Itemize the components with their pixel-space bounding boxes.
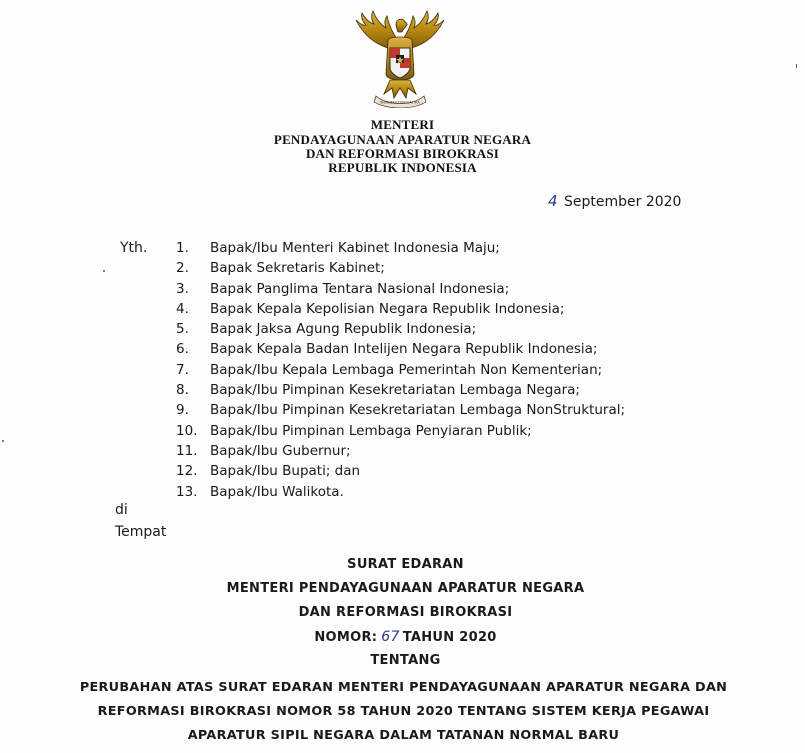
date-month-year: September 2020 <box>564 194 682 210</box>
recipient-item <box>176 341 625 361</box>
scan-speck <box>103 270 105 272</box>
recipient-number: 12. <box>176 463 198 480</box>
tempat-label: Tempat <box>115 524 167 540</box>
recipient-number: 1. <box>176 240 189 256</box>
recipient-item <box>176 423 625 443</box>
date-day-handwritten: 4 <box>548 192 558 210</box>
recipient-number: 6. <box>176 341 189 358</box>
recipient-item <box>176 382 625 402</box>
nomor-label: NOMOR: <box>314 630 378 645</box>
nomor-suffix: TAHUN 2020 <box>402 630 497 645</box>
recipient-text: Bapak Jaksa Agung Republik Indonesia; <box>210 321 477 338</box>
title-menteri-line: MENTERI PENDAYAGUNAAN APARATUR NEGARA <box>226 581 585 596</box>
recipient-item <box>176 484 625 504</box>
recipient-item <box>176 362 625 382</box>
recipient-text: Bapak/Ibu Menteri Kabinet Indonesia Maju; <box>210 240 500 256</box>
recipient-text: Bapak/Ibu Pimpinan Kesekretariatan Lembaga Negara; <box>210 382 580 399</box>
letterhead-line-1: MENTERI <box>370 117 435 132</box>
recipient-number: 4. <box>176 300 189 317</box>
title-tentang: TENTANG <box>370 653 441 668</box>
recipient-text: Bapak/Ibu Pimpinan Kesekretariatan Lembaga NonStruktural; <box>210 402 626 419</box>
emblem-ribbon-text: BHINNEKA TUNGGAL IKA <box>380 100 420 105</box>
recipient-item <box>176 281 625 301</box>
recipient-text: Bapak/Ibu Pimpinan Lembaga Penyiaran Publik; <box>210 422 532 439</box>
recipient-number: 8. <box>176 382 189 399</box>
recipient-number: 11. <box>176 442 198 459</box>
recipient-item <box>176 260 625 280</box>
letterhead-line-4: REPUBLIK INDONESIA <box>328 160 477 175</box>
recipient-text: Bapak/Ibu Walikota. <box>210 483 344 500</box>
recipient-number: 9. <box>176 402 189 419</box>
letterhead-line-2: PENDAYAGUNAAN APARATUR NEGARA <box>273 132 532 147</box>
salutation: Yth. <box>120 240 148 256</box>
recipient-number: 10. <box>176 422 198 439</box>
recipient-list <box>176 240 625 504</box>
garuda-emblem-icon <box>352 10 448 108</box>
recipient-item <box>176 443 625 463</box>
subject-line-3: APARATUR SIPIL NEGARA DALAM TATANAN NORMAL BARU <box>187 728 620 743</box>
recipient-number: 13. <box>176 483 198 500</box>
recipient-text: Bapak Kepala Badan Intelijen Negara Republik Indonesia; <box>210 341 598 358</box>
title-nomor-line <box>3 629 805 645</box>
recipient-item <box>176 240 625 260</box>
recipient-number: 7. <box>176 361 189 378</box>
letter-date <box>548 192 681 210</box>
recipient-number: 2. <box>176 260 189 277</box>
recipient-text: Bapak Kepala Kepolisian Negara Republik Indonesia; <box>210 300 565 317</box>
subject-line-2: REFORMASI BIROKRASI NOMOR 58 TAHUN 2020 TENTANG SISTEM KERJA PEGAWAI <box>97 704 710 719</box>
scan-speck <box>796 64 797 68</box>
recipient-text: Bapak/Ibu Bupati; dan <box>210 463 361 480</box>
recipient-item <box>176 301 625 321</box>
recipient-item <box>176 402 625 422</box>
scan-speck <box>2 440 4 442</box>
recipient-text: Bapak/Ibu Kepala Lembaga Pemerintah Non Kementerian; <box>210 361 603 378</box>
recipient-text: Bapak Sekretaris Kabinet; <box>210 260 385 277</box>
recipient-text: Bapak/Ibu Gubernur; <box>210 442 351 459</box>
title-surat-edaran: SURAT EDARAN <box>347 557 464 572</box>
recipient-item <box>176 463 625 483</box>
recipient-text: Bapak Panglima Tentara Nasional Indonesia; <box>210 280 510 297</box>
recipient-number: 5. <box>176 321 189 338</box>
di-label: di <box>115 502 128 518</box>
nomor-handwritten: 67 <box>381 629 400 645</box>
letterhead-line-3: DAN REFORMASI BIROKRASI <box>305 146 500 161</box>
title-reformasi-line: DAN REFORMASI BIROKRASI <box>298 605 513 620</box>
recipient-number: 3. <box>176 280 189 297</box>
subject-line-1: PERUBAHAN ATAS SURAT EDARAN MENTERI PENDAYAGUNAAN APARATUR NEGARA DAN <box>79 680 728 695</box>
recipient-item <box>176 321 625 341</box>
